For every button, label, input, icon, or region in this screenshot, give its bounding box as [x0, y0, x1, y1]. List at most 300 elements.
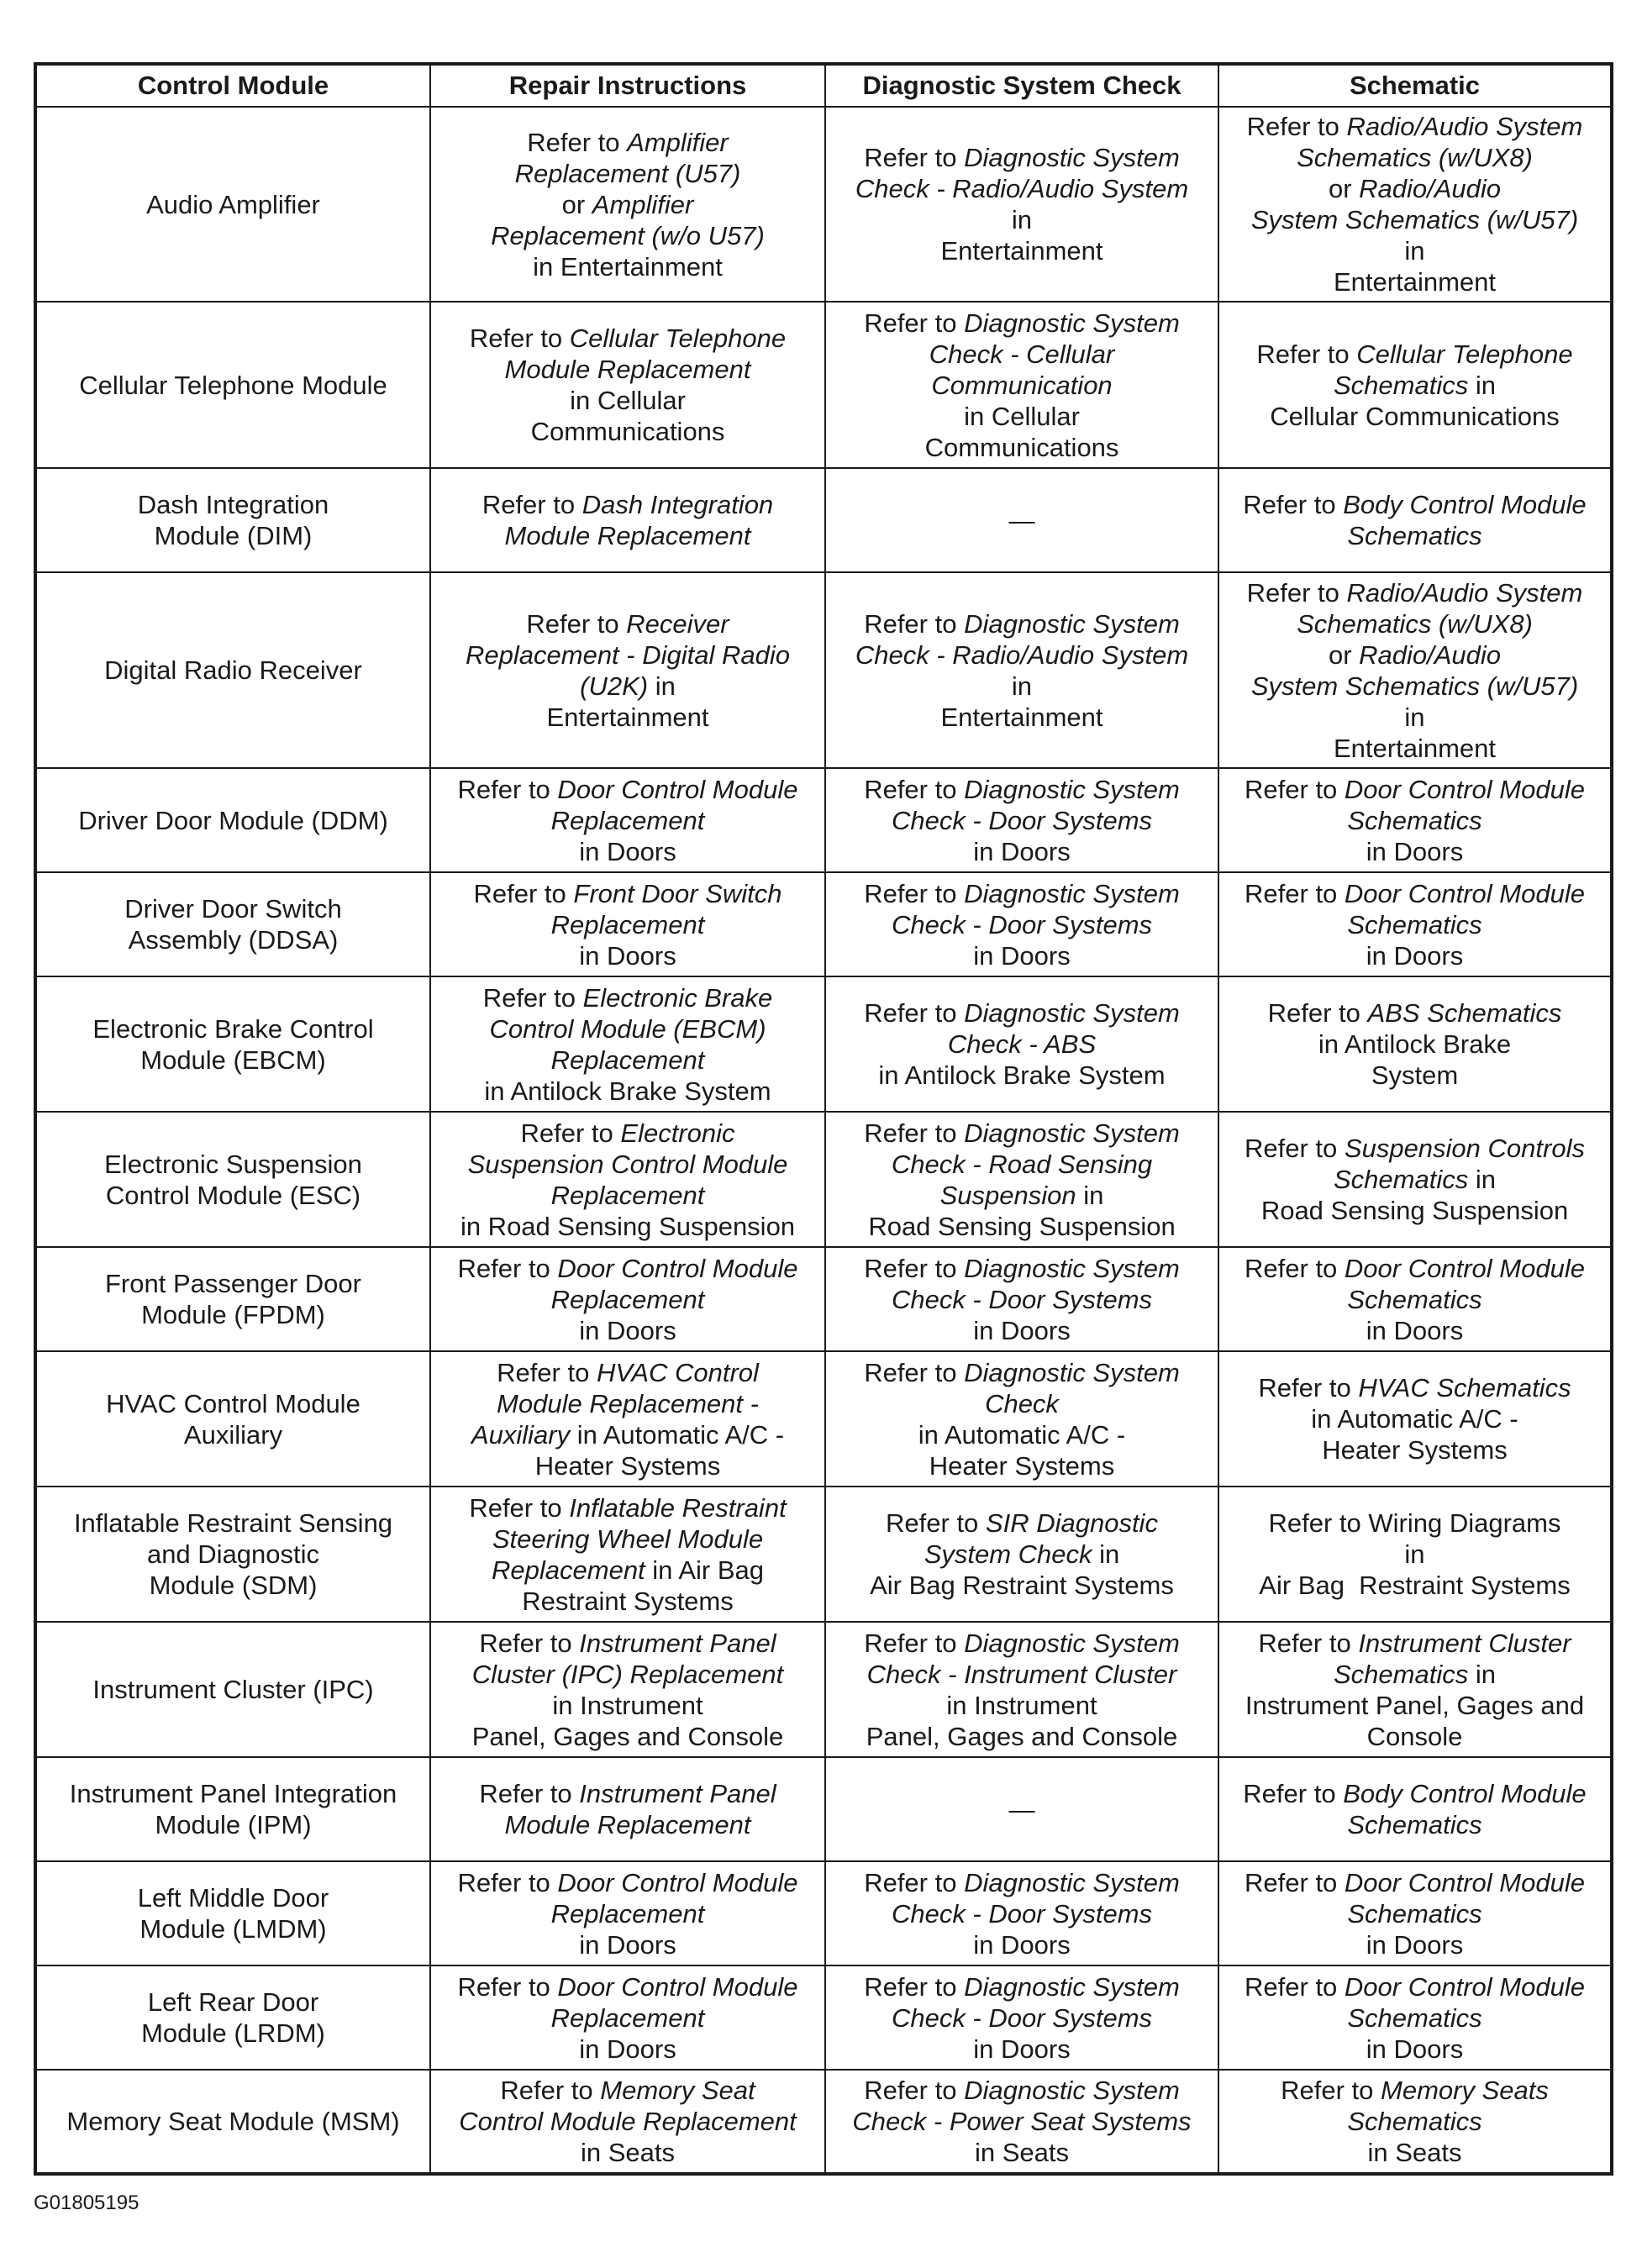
cell-schematic [1218, 107, 1612, 302]
cell-line [1228, 1539, 1602, 1570]
plain-text: in Doors [1366, 2034, 1464, 2064]
cell-line [1228, 1898, 1602, 1929]
italic-reference-text: Diagnostic System [964, 998, 1180, 1028]
cell-line [834, 339, 1209, 370]
plain-text: Refer to [497, 1357, 597, 1387]
plain-text: in Antilock Brake System [878, 1060, 1166, 1090]
cell-diagnostic-system-check [825, 1247, 1218, 1351]
plain-text: Entertainment [1334, 733, 1496, 763]
module-line: Memory Seat Module (MSM) [66, 2107, 400, 2136]
cell-diagnostic-system-check [825, 1861, 1218, 1965]
cell-line [439, 1253, 816, 1284]
cell-line [834, 836, 1209, 867]
cell-diagnostic-system-check [825, 2070, 1218, 2174]
cell-schematic [1218, 768, 1612, 872]
cell-line [439, 1586, 816, 1617]
cell-line [1228, 2075, 1602, 2106]
table-row [35, 468, 1612, 572]
cell-line [1228, 940, 1602, 971]
cell-line [439, 940, 816, 971]
cell-line [439, 416, 816, 447]
module-line: Module (DIM) [154, 521, 313, 550]
plain-text: in Automatic A/C - [918, 1419, 1126, 1450]
cell-line [834, 2075, 1209, 2106]
plain-text: Refer to [457, 1867, 558, 1897]
plain-text: in [1468, 1659, 1496, 1689]
cell-line [439, 878, 816, 909]
cell-line [834, 1029, 1209, 1060]
header-repair-instructions: Repair Instructions [430, 64, 825, 107]
italic-reference-text: Instrument Cluster [1358, 1628, 1571, 1658]
italic-reference-text: Suspension [939, 1180, 1076, 1210]
italic-reference-text: Suspension Controls [1344, 1134, 1585, 1163]
plain-text: in Seats [580, 2138, 675, 2167]
italic-reference-text: Door Control Module [1344, 774, 1585, 804]
plain-text: Refer to [1245, 1867, 1345, 1897]
italic-reference-text: Check - Radio/Audio System [855, 174, 1189, 203]
cell-line [834, 1211, 1209, 1242]
cell-line [834, 505, 1209, 536]
cell-line [1228, 2137, 1602, 2168]
cell-line [834, 1284, 1209, 1315]
italic-reference-text: Replacement [550, 2002, 705, 2033]
cell-line [439, 1284, 816, 1315]
plain-text: Refer to [864, 1118, 965, 1148]
module-line: Audio Amplifier [146, 189, 320, 219]
italic-reference-text: Communication [931, 370, 1113, 400]
cell-line [439, 1778, 816, 1809]
table-row [35, 1487, 1612, 1622]
cell-schematic [1218, 1112, 1612, 1247]
italic-reference-text: Module Replacement [504, 521, 751, 550]
plain-text: Refer to [864, 1253, 965, 1283]
italic-reference-text: Diagnostic System [964, 608, 1180, 639]
cell-control-module [35, 572, 430, 768]
italic-reference-text: Module Replacement [504, 1810, 751, 1839]
cell-schematic [1218, 468, 1612, 572]
italic-reference-text: Schematics [1347, 1810, 1482, 1839]
cell-line [439, 1149, 816, 1180]
cell-line [834, 2137, 1209, 2168]
cell-line [1228, 1133, 1602, 1164]
cell-line [834, 1539, 1209, 1570]
cell-line [1228, 1971, 1602, 2002]
italic-reference-text: Amplifier [627, 127, 729, 157]
plain-text: Cellular Communications [1270, 401, 1560, 431]
cell-line [1228, 733, 1602, 764]
italic-reference-text: Inflatable Restraint [569, 1492, 787, 1523]
italic-reference-text: Schematics [1347, 1284, 1482, 1314]
plain-text: Road Sensing Suspension [1260, 1196, 1569, 1225]
cell-control-module [35, 1247, 430, 1351]
italic-reference-text: Check - Radio/Audio System [855, 639, 1189, 670]
table-row [35, 1112, 1612, 1247]
plain-text: in Cellular [570, 386, 686, 415]
plain-text: in [1404, 1539, 1425, 1569]
italic-reference-text: Radio/Audio [1359, 174, 1502, 203]
italic-reference-text: HVAC Control [596, 1357, 759, 1387]
table-body [35, 107, 1612, 2174]
plain-text: in Doors [579, 1315, 676, 1345]
italic-reference-text: Replacement [492, 1555, 645, 1585]
plain-text: in Instrument [552, 1690, 703, 1720]
italic-reference-text: Front Door Switch [573, 878, 782, 908]
cell-line [439, 1628, 816, 1659]
cell-line [439, 1180, 816, 1211]
plain-text: in Automatic A/C - [1311, 1404, 1518, 1434]
control-module-table-container [34, 62, 1610, 2176]
italic-reference-text: Schematics (w/UX8) [1297, 608, 1533, 639]
plain-text: in [648, 671, 676, 701]
italic-reference-text: Check - Door Systems [891, 1898, 1153, 1929]
cell-line [1228, 204, 1602, 235]
cell-line [439, 1388, 816, 1419]
plain-text: in Instrument [946, 1690, 1097, 1720]
plain-text: in Doors [973, 1315, 1071, 1345]
table-row [35, 107, 1612, 302]
table-row [35, 572, 1612, 768]
cell-line [439, 1076, 816, 1107]
cell-schematic [1218, 2070, 1612, 2174]
cell-line [1228, 836, 1602, 867]
cell-line [439, 1929, 816, 1960]
cell-line [834, 173, 1209, 204]
plain-text: Refer to [469, 1492, 570, 1523]
plain-text: Heater Systems [1322, 1435, 1508, 1465]
plain-text: Refer to [864, 143, 965, 172]
cell-line [834, 997, 1209, 1029]
italic-reference-text: Door Control Module [557, 774, 798, 804]
plain-text: Refer to [482, 982, 583, 1013]
cell-schematic [1218, 872, 1612, 976]
cell-line [439, 2034, 816, 2065]
cell-line [834, 1721, 1209, 1752]
cell-line [834, 1149, 1209, 1180]
italic-reference-text: Cluster (IPC) Replacement [471, 1659, 784, 1689]
cell-line [1228, 266, 1602, 297]
module-line: Module (LRDM) [141, 2018, 325, 2048]
cell-line [439, 354, 816, 385]
plain-text: in Doors [973, 2034, 1071, 2064]
italic-reference-text: Diagnostic System [964, 1118, 1180, 1148]
cell-line [834, 142, 1209, 173]
module-line: Left Rear Door [147, 1987, 319, 2017]
italic-reference-text: Body Control Module [1343, 490, 1587, 519]
italic-reference-text: SIR Diagnostic [985, 1508, 1158, 1538]
plain-text: Entertainment [940, 236, 1103, 266]
cell-line [834, 639, 1209, 671]
cell-diagnostic-system-check [825, 302, 1218, 468]
plain-text: — [1008, 1794, 1035, 1824]
header-diagnostic-system-check: Diagnostic System Check [825, 64, 1218, 107]
cell-line [439, 836, 816, 867]
plain-text: or [1328, 174, 1360, 203]
italic-reference-text: Door Control Module [1344, 878, 1585, 908]
cell-control-module [35, 1351, 430, 1487]
italic-reference-text: Door Control Module [1344, 1253, 1585, 1283]
cell-line [1228, 639, 1602, 671]
italic-reference-text: Diagnostic System [964, 774, 1180, 804]
cell-line [1228, 1867, 1602, 1898]
cell-diagnostic-system-check [825, 572, 1218, 768]
module-line: Module (EBCM) [140, 1045, 326, 1075]
cell-line [439, 1898, 816, 1929]
plain-text: — [1008, 505, 1035, 535]
cell-control-module [35, 1757, 430, 1861]
plain-text: in Doors [1366, 1315, 1464, 1345]
cell-control-module [35, 107, 430, 302]
table-row [35, 1757, 1612, 1861]
italic-reference-text: Module Replacement [504, 355, 751, 384]
plain-text: Panel, Gages and Console [866, 1721, 1178, 1751]
cell-line [1228, 1284, 1602, 1315]
cell-schematic [1218, 1351, 1612, 1487]
plain-text: Refer to [1258, 1373, 1359, 1402]
cell-line [834, 1180, 1209, 1211]
plain-text: in [1468, 1165, 1496, 1194]
italic-reference-text: Memory Seat [600, 2076, 755, 2105]
plain-text: Refer to [1245, 1134, 1345, 1163]
italic-reference-text: Receiver [626, 608, 729, 639]
plain-text: Refer to [864, 1628, 965, 1658]
plain-text: in [1011, 671, 1033, 701]
plain-text: in Cellular [964, 401, 1080, 431]
cell-repair-instructions [430, 1757, 825, 1861]
table-header [35, 64, 1612, 107]
italic-reference-text: Control Module (EBCM) [489, 1013, 766, 1044]
cell-line [834, 1357, 1209, 1388]
cell-line [834, 1929, 1209, 1960]
header-schematic: Schematic [1218, 64, 1612, 107]
plain-text: Refer to [1245, 774, 1345, 804]
italic-reference-text: Diagnostic System [964, 1253, 1180, 1283]
italic-reference-text: Diagnostic System [964, 878, 1180, 908]
italic-reference-text: Replacement [550, 1284, 705, 1314]
cell-line [439, 1013, 816, 1045]
plain-text: in [1011, 205, 1033, 234]
cell-line [1228, 1690, 1602, 1721]
plain-text: Refer to [479, 1628, 580, 1658]
cell-repair-instructions [430, 768, 825, 872]
module-line: Driver Door Module (DDM) [78, 805, 388, 835]
cell-diagnostic-system-check [825, 1487, 1218, 1622]
plain-text: in Automatic A/C - [570, 1419, 785, 1450]
table-row [35, 2070, 1612, 2174]
italic-reference-text: Cellular Telephone [569, 324, 787, 353]
cell-line [439, 982, 816, 1013]
cell-control-module [35, 1622, 430, 1757]
plain-text: Instrument Panel, Gages and [1245, 1690, 1585, 1720]
table-row [35, 1247, 1612, 1351]
cell-line [834, 204, 1209, 235]
cell-line [1228, 1060, 1602, 1091]
italic-reference-text: Diagnostic System [964, 1628, 1180, 1658]
cell-diagnostic-system-check [825, 107, 1218, 302]
cell-line [439, 1523, 816, 1555]
cell-line [439, 639, 816, 671]
plain-text: Refer to [864, 1357, 965, 1387]
italic-reference-text: Instrument Panel [579, 1628, 776, 1658]
italic-reference-text: Radio/Audio System [1346, 112, 1583, 141]
cell-line [439, 1971, 816, 2002]
cell-repair-instructions [430, 468, 825, 572]
italic-reference-text: Schematics [1347, 521, 1482, 550]
module-line: Dash Integration [137, 490, 329, 519]
cell-line [834, 370, 1209, 401]
plain-text: in [1468, 370, 1496, 400]
italic-reference-text: Door Control Module [557, 1867, 798, 1897]
cell-line [439, 1555, 816, 1586]
table-row [35, 1861, 1612, 1965]
plain-text: Refer to [457, 1971, 558, 2002]
italic-reference-text: Schematics [1347, 805, 1482, 835]
plain-text: in Doors [973, 1929, 1071, 1960]
plain-text: Refer to [482, 490, 582, 519]
cell-line [439, 489, 816, 520]
cell-line [439, 1118, 816, 1149]
cell-line [1228, 2034, 1602, 2065]
cell-line [439, 805, 816, 836]
italic-reference-text: Amplifier [592, 189, 694, 219]
italic-reference-text: Replacement [550, 1045, 705, 1075]
italic-reference-text: HVAC Schematics [1358, 1373, 1571, 1402]
cell-line [439, 1867, 816, 1898]
plain-text: or [1328, 639, 1360, 670]
module-line: Left Middle Door [137, 1883, 329, 1913]
italic-reference-text: Schematics [1347, 1898, 1482, 1929]
module-line: Cellular Telephone Module [79, 370, 387, 400]
cell-line [1228, 111, 1602, 142]
plain-text: in [1076, 1180, 1104, 1210]
italic-reference-text: Electronic Brake [582, 982, 773, 1013]
plain-text: in [1092, 1539, 1120, 1569]
plain-text: in [1404, 236, 1425, 266]
cell-line [439, 909, 816, 940]
cell-control-module [35, 1965, 430, 2070]
italic-reference-text: Radio/Audio [1359, 639, 1502, 670]
cell-line [834, 401, 1209, 432]
cell-diagnostic-system-check [825, 1757, 1218, 1861]
cell-line [439, 385, 816, 416]
cell-repair-instructions [430, 1965, 825, 2070]
italic-reference-text: Electronic [620, 1118, 735, 1148]
cell-line [834, 1118, 1209, 1149]
cell-line [834, 878, 1209, 909]
header-row [35, 64, 1612, 107]
plain-text: Refer to [526, 608, 627, 639]
table-row [35, 976, 1612, 1112]
cell-control-module [35, 1112, 430, 1247]
cell-line [439, 1659, 816, 1690]
plain-text: Refer to [469, 324, 570, 353]
italic-reference-text: System Schematics (w/U57) [1250, 205, 1579, 234]
cell-line [1228, 1570, 1602, 1601]
cell-line [834, 2034, 1209, 2065]
cell-line [1228, 702, 1602, 733]
italic-reference-text: Check - ABS [947, 1029, 1097, 1059]
cell-line [1228, 1809, 1602, 1840]
cell-line [1228, 1403, 1602, 1434]
cell-line [834, 608, 1209, 639]
cell-line [439, 520, 816, 551]
cell-line [1228, 142, 1602, 173]
plain-text: Refer to [864, 1867, 965, 1897]
cell-line [439, 671, 816, 702]
cell-repair-instructions [430, 107, 825, 302]
cell-schematic [1218, 1247, 1612, 1351]
cell-line [1228, 805, 1602, 836]
cell-control-module [35, 1861, 430, 1965]
cell-line [834, 671, 1209, 702]
cell-line [1228, 608, 1602, 639]
plain-text: in Doors [1366, 836, 1464, 866]
cell-line [834, 1315, 1209, 1346]
module-line: Auxiliary [183, 1419, 283, 1450]
plain-text: Refer to [479, 1779, 580, 1808]
cell-line [834, 702, 1209, 733]
cell-line [439, 1357, 816, 1388]
cell-diagnostic-system-check [825, 1112, 1218, 1247]
cell-line [1228, 774, 1602, 805]
module-line: Module (FPDM) [141, 1300, 325, 1329]
cell-diagnostic-system-check [825, 468, 1218, 572]
italic-reference-text: Check [985, 1388, 1059, 1418]
module-line: Module (IPM) [155, 1810, 312, 1839]
plain-text: in Seats [974, 2138, 1069, 2167]
cell-diagnostic-system-check [825, 872, 1218, 976]
cell-line [834, 909, 1209, 940]
plain-text: Refer to [1245, 878, 1345, 908]
cell-control-module [35, 1487, 430, 1622]
italic-reference-text: Check - Instrument Cluster [866, 1659, 1177, 1689]
plain-text: Refer to [864, 308, 965, 338]
cell-schematic [1218, 976, 1612, 1112]
cell-control-module [35, 768, 430, 872]
cell-schematic [1218, 1965, 1612, 2070]
plain-text: Communications [924, 432, 1119, 462]
cell-schematic [1218, 1487, 1612, 1622]
italic-reference-text: Diagnostic System [964, 2076, 1180, 2105]
cell-line [834, 1419, 1209, 1450]
cell-line [834, 2106, 1209, 2137]
cell-line [439, 189, 816, 220]
module-line: Electronic Suspension [104, 1149, 362, 1179]
italic-reference-text: Diagnostic System [964, 1971, 1180, 2002]
italic-reference-text: Body Control Module [1343, 1779, 1587, 1808]
cell-line [1228, 878, 1602, 909]
cell-line [439, 608, 816, 639]
cell-line [834, 1628, 1209, 1659]
cell-line [439, 158, 816, 189]
plain-text: Refer to [1256, 339, 1357, 369]
cell-diagnostic-system-check [825, 1351, 1218, 1487]
italic-reference-text: Check - Door Systems [891, 805, 1153, 835]
cell-line [834, 1971, 1209, 2002]
plain-text: System [1371, 1060, 1459, 1090]
cell-line [1228, 489, 1602, 520]
plain-text: Console [1366, 1721, 1463, 1751]
italic-reference-text: Schematics [1347, 2107, 1482, 2136]
plain-text: Refer to [864, 998, 965, 1028]
table-row [35, 1351, 1612, 1487]
italic-reference-text: Diagnostic System [964, 308, 1180, 338]
plain-text: Road Sensing Suspension [868, 1211, 1176, 1241]
cell-line [834, 1690, 1209, 1721]
cell-repair-instructions [430, 1247, 825, 1351]
cell-line [439, 1450, 816, 1481]
plain-text: in Doors [973, 940, 1071, 971]
plain-text: Refer to [1243, 490, 1344, 519]
